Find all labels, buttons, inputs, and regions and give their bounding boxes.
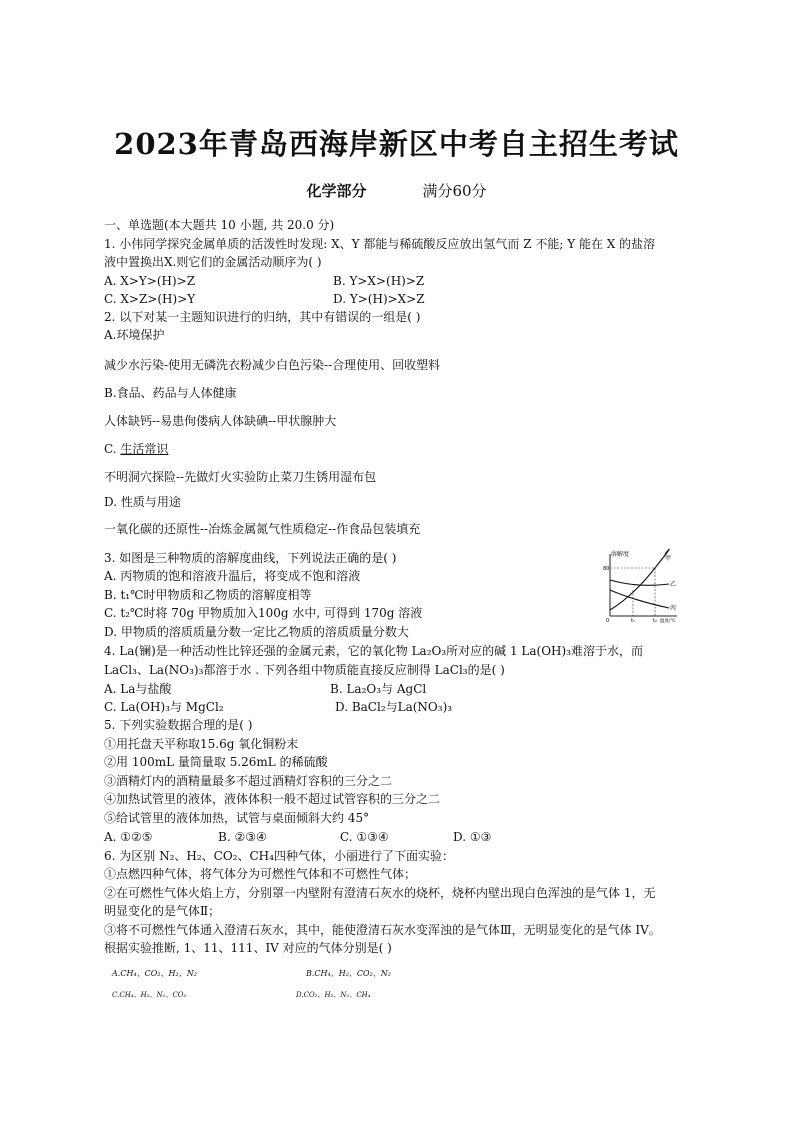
q6-step-2-line2: 明显变化的是气体Ⅱ；	[104, 904, 221, 918]
exam-title: 2023年青岛西海岸新区中考自主招生考试	[114, 127, 679, 161]
q5-item-3: ③酒精灯内的酒精量最多不超过酒精灯容积的三分之二	[104, 774, 393, 788]
q4-stem-line1: 4. La(镧)是一种活动性比锌还强的金属元素，它的氧化物 La₂O₃所对应的碱 1 La(OH)₃难溶于水，而	[104, 644, 644, 658]
q3-option-a: A. 丙物质的饱和溶液升温后，将变成不饱和溶液	[104, 569, 361, 583]
q5-option-d: D. ①③	[453, 830, 492, 844]
q1-option-a: A. X>Y>(H)>Z	[104, 274, 196, 288]
q5-item-4: ④加热试管里的液体，液体体积一般不超过试管容积的三分之二	[104, 792, 441, 806]
q2-c-prefix: C.	[104, 442, 121, 456]
exam-subtitle	[0, 180, 793, 201]
solubility-curve-graph	[603, 548, 685, 624]
q3-option-d: D. 甲物质的溶质质量分数一定比乙物质的溶质质量分数大	[104, 625, 409, 639]
q5-item-5: ⑤给试管里的液体加热，试管与桌面倾斜大约 45°	[104, 811, 370, 825]
q5-option-a: A. ①②⑤	[104, 830, 153, 844]
q2-d-heading: D. 性质与用途	[104, 495, 181, 509]
q5-option-b: B. ②③④	[218, 830, 267, 844]
q6-option-d: D.CO₂、H₂、N₂、CH₄	[296, 991, 371, 999]
q3-stem: 3. 如图是三种物质的溶解度曲线，下列说法正确的是( )	[104, 551, 397, 565]
q4-stem-line2: LaCl₃、La(NO₃)₃都溶于水 . 下列各组中物质能直接反应制得 LaCl₃的是( )	[104, 663, 505, 677]
label-bing: 丙	[670, 605, 677, 612]
q2-c-body: 不明洞穴探险--先做灯火实验防止菜刀生锈用湿布包	[104, 470, 377, 484]
q5-stem: 5. 下列实验数据合理的是( )	[104, 718, 253, 732]
curve-yi	[610, 580, 669, 585]
q5-option-c: C. ①③④	[340, 830, 389, 844]
q3-option-b: B. t₁℃时甲物质和乙物质的溶解度相等	[104, 588, 312, 602]
graph-title: 溶解度	[611, 551, 630, 558]
q6-option-c: C.CH₄、H₂、N₂、CO₂	[112, 991, 187, 999]
q2-c-heading	[104, 441, 168, 457]
q5-item-2: ②用 100mL 量筒量取 5.26mL 的稀硫酸	[104, 755, 328, 769]
q6-stem: 6. 为区别 N₂、H₂、CO₂、CH₄四种气体，小丽进行了下面实验：	[104, 849, 454, 863]
q6-step-3: ③将不可燃性气体通入澄清石灰水，其中，能使澄清石灰水变浑浊的是气体Ⅲ，无明显变化的是气体 IV。	[104, 923, 661, 937]
label-t2: t₂	[653, 618, 657, 624]
q4-option-d: D. BaCl₂与La(NO₃)₃	[335, 700, 453, 714]
label-yi: 乙	[670, 581, 677, 588]
q2-c-heading-text: 生活常识	[120, 442, 169, 456]
curve-bing	[610, 590, 669, 608]
q2-a-body: 减少水污染-使用无磷洗衣粉减少白色污染--合理使用、回收塑料	[104, 358, 441, 372]
q6-step-1: ①点燃四种气体，将气体分为可燃性气体和不可燃性气体；	[104, 867, 417, 881]
q2-a-heading: A.环境保护	[104, 328, 165, 342]
q1-stem-line1: 1. 小伟同学探究金属单质的活泼性时发现: X、Y 都能与稀硫酸反应放出氢气而 Z 不能; Y 能在 X 的盐溶	[104, 237, 656, 251]
label-origin: 0	[606, 618, 610, 624]
section-heading: 一、单选题(本大题共 10 小题, 共 20.0 分)	[104, 218, 335, 232]
q1-stem-line2: 液中置换出X.则它们的金属活动顺序为( )	[104, 255, 322, 269]
subtitle-score: 满分60分	[422, 182, 487, 200]
subtitle-part: 化学部分	[306, 182, 367, 200]
q6-option-b: B.CH₄、H₂、CO₂、N₂	[306, 969, 392, 978]
q2-d-body: 一氧化碳的还原性--冶炼金属氮气性质稳定--作食品包装填充	[104, 522, 421, 536]
graph-y-value: 80	[603, 566, 610, 572]
q4-option-a: A. La与盐酸	[104, 682, 172, 696]
q1-option-c: C. X>Z>(H)>Y	[104, 292, 196, 306]
q4-option-c: C. La(OH)₃与 MgCl₂	[104, 700, 224, 714]
label-t1: t₁	[631, 618, 635, 624]
q6-step-4: 根据实验推断, 1、11、111、IV 对应的气体分别是( )	[104, 941, 392, 955]
label-x-unit: 温度/℃	[660, 619, 676, 624]
q2-b-body: 人体缺钙--易患佝偻病人体缺碘--甲状腺肿大	[104, 414, 337, 428]
q4-option-b: B. La₂O₃与 AgCl	[330, 682, 427, 696]
q1-option-d: D. Y>(H)>X>Z	[333, 292, 425, 306]
q6-step-2-line1: ②在可燃性气体火焰上方，分别罩一内壁附有澄清石灰水的烧杯，烧杯内壁出现白色浑浊的是气体 1，无	[104, 886, 656, 900]
q6-option-a: A.CH₄、CO₂、H₂、N₂	[112, 969, 197, 978]
q5-item-1: ①用托盘天平称取15.6g 氧化铜粉末	[104, 737, 299, 751]
q2-stem: 2. 以下对某一主题知识进行的归纳，其中有错误的一组是( )	[104, 310, 421, 324]
q3-option-c: C. t₂℃时将 70g 甲物质加入100g 水中, 可得到 170g 溶液	[104, 606, 423, 620]
label-jia: 甲	[665, 555, 672, 562]
q1-option-b: B. Y>X>(H)>Z	[333, 274, 425, 288]
q2-b-heading: B.食品、药品与人体健康	[104, 386, 237, 400]
